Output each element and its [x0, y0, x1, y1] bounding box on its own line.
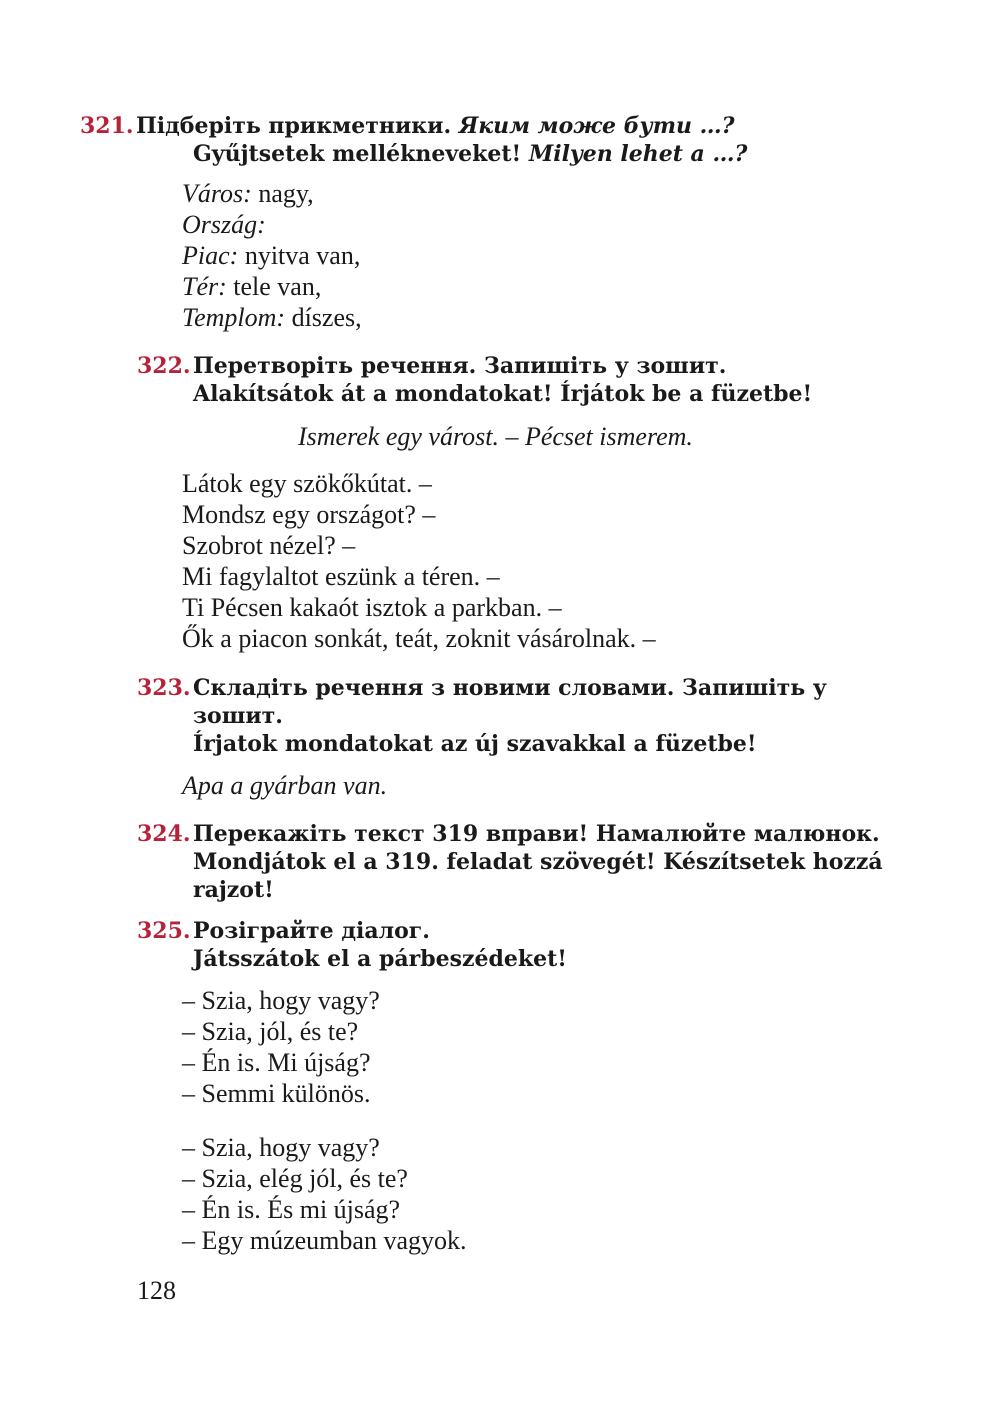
exercise-number: 323.: [137, 675, 191, 701]
list-item: Szobrot nézel? –: [182, 531, 356, 560]
dialog-1: [182, 985, 380, 1109]
list-item: Ország:: [182, 210, 266, 239]
dialog-line: – Én is. Mi újság?: [182, 1048, 371, 1077]
task-hungarian: Gyűjtsetek mellékneveket!: [193, 141, 529, 167]
task-ukrainian: Складіть речення з новими словами. Запишіть у: [193, 675, 827, 701]
dialog-line: – Szia, hogy vagy?: [182, 986, 380, 1015]
list-item: Mi fagylaltot eszünk a téren. –: [182, 562, 500, 591]
task-hungarian: Mondjátok el a 319. feladat szövegét! Készítsetek hozzá: [193, 849, 883, 875]
dialog-line: – Egy múzeumban vagyok.: [182, 1226, 467, 1255]
exercise-number: 321.: [80, 113, 134, 139]
exercise-323-example: Apa a gyárban van.: [182, 771, 388, 800]
dialog-line: – Szia, jól, és te?: [182, 1017, 359, 1046]
exercise-322-example: Ismerek egy várost. – Pécset ismerem.: [298, 422, 693, 451]
dialog-line: – Én is. És mi újság?: [182, 1195, 401, 1224]
exercise-321-items: [182, 178, 362, 333]
dialog-line: – Szia, elég jól, és te?: [182, 1164, 408, 1193]
task-hungarian-question: Milyen lehet a …?: [528, 141, 748, 167]
dialog-2: [182, 1132, 467, 1256]
list-item: Piac: nyitva van,: [182, 241, 361, 270]
list-item: Templom: díszes,: [182, 303, 362, 332]
list-item: Látok egy szökőkútat. –: [182, 469, 432, 498]
list-item: Ti Pécsen kakaót isztok a parkban. –: [182, 593, 562, 622]
exercise-number: 322.: [137, 353, 191, 379]
task-hungarian: Írjatok mondatokat az új szavakkal a füzetbe!: [193, 731, 757, 757]
task-ukrainian: Перетворіть речення. Запишіть у зошит.: [193, 353, 727, 379]
dialog-line: – Semmi különös.: [182, 1079, 371, 1108]
task-ukrainian: Підберіть прикметники.: [136, 113, 459, 139]
task-ukrainian: Розіграйте діалог.: [193, 918, 430, 944]
task-hungarian-continued: rajzot!: [193, 877, 274, 903]
exercise-322-header: [137, 352, 812, 408]
exercise-325-header: [137, 917, 567, 973]
exercise-number: 324.: [137, 821, 191, 847]
task-hungarian: Játsszátok el a párbeszédeket!: [193, 946, 567, 972]
task-ukrainian-question: Яким може бути …?: [458, 113, 735, 139]
exercise-321-header: [80, 112, 747, 168]
list-item: Tér: tele van,: [182, 272, 322, 301]
dialog-line: – Szia, hogy vagy?: [182, 1133, 380, 1162]
list-item: Város: nagy,: [182, 179, 314, 208]
page-number: 128: [137, 1276, 176, 1305]
list-item: Ők a piacon sonkát, teát, zoknit vásárolnak. –: [182, 624, 656, 653]
exercise-323-header: [137, 674, 827, 758]
exercise-324-header: [137, 820, 883, 904]
task-ukrainian-continued: зошит.: [193, 703, 283, 729]
list-item: Mondsz egy országot? –: [182, 500, 436, 529]
exercise-322-lines: [182, 468, 656, 654]
task-hungarian: Alakítsátok át a mondatokat! Írjátok be a füzetbe!: [193, 381, 813, 407]
exercise-number: 325.: [137, 918, 191, 944]
task-ukrainian: Перекажіть текст 319 вправи! Намалюйте малюнок.: [193, 821, 880, 847]
